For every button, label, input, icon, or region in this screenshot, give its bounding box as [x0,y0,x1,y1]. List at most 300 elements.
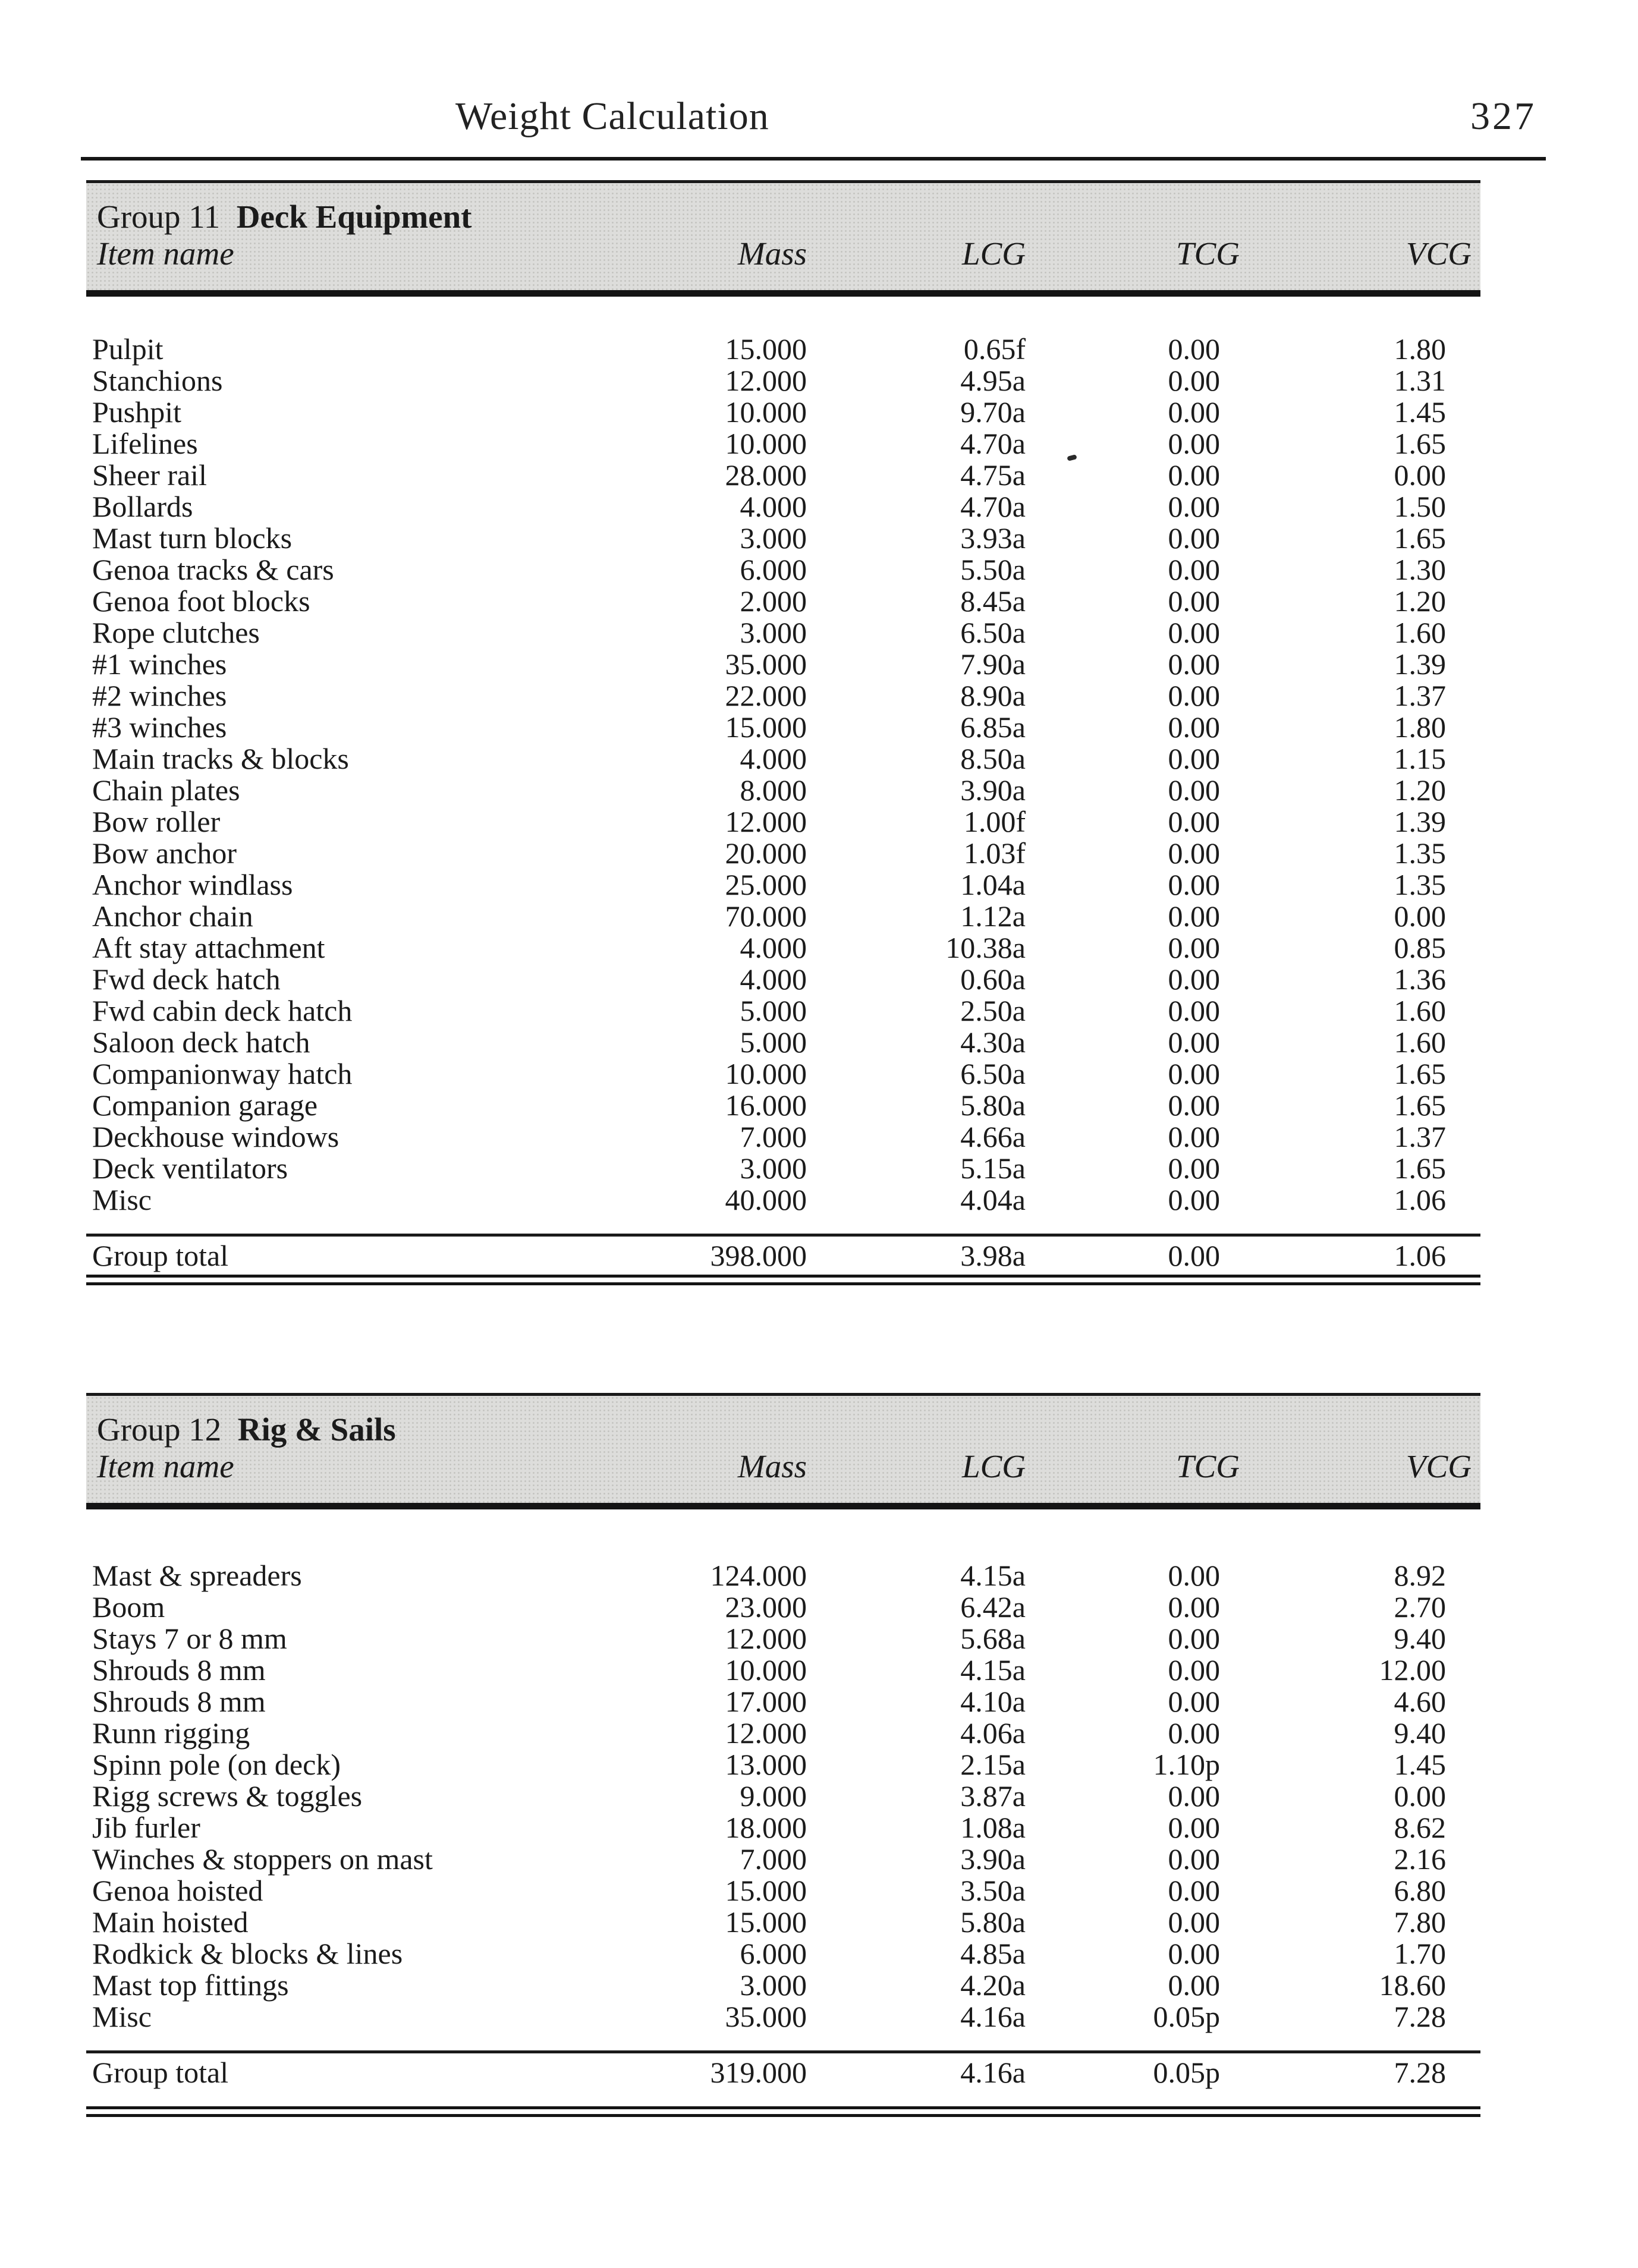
cell-mass: 6.000 [740,1937,807,1970]
cell-vcg: 0.00 [1394,458,1446,492]
table-row [86,1812,1480,1844]
cell-lcg: 4.15a [960,1559,1026,1592]
cell-mass: 15.000 [725,332,807,366]
cell-name: Rope clutches [92,616,260,649]
cell-tcg: 0.00 [1168,1842,1220,1876]
cell-vcg: 8.92 [1394,1559,1446,1592]
cell-lcg: 4.16a [960,2000,1026,2033]
cell-lcg: 8.45a [960,584,1026,618]
cell-name: Anchor chain [92,899,253,933]
cell-tcg: 0.00 [1168,427,1220,460]
cell-tcg: 0.00 [1168,868,1220,901]
cell-mass: 12.000 [725,364,807,397]
cell-tcg: 0.00 [1168,962,1220,996]
cell-vcg: 12.00 [1379,1653,1446,1687]
cell-vcg: 1.20 [1394,584,1446,618]
group-name: Rig & Sails [237,1411,396,1448]
cell-tcg: 0.00 [1168,1089,1220,1122]
col-header-vcg: VCG [1406,235,1472,272]
cell-name: Bollards [92,490,193,523]
cell-name: Shrouds 8 mm [92,1685,266,1718]
cell-tcg: 0.00 [1168,1779,1220,1813]
total-tcg: 0.05p [1153,2056,1220,2089]
cell-vcg: 1.35 [1394,836,1446,870]
cell-vcg: 8.62 [1394,1811,1446,1844]
col-header-vcg: VCG [1406,1448,1472,1484]
total-lcg: 4.16a [960,2056,1026,2089]
cell-mass: 22.000 [725,679,807,712]
cell-tcg: 0.00 [1168,742,1220,775]
cell-lcg: 4.95a [960,364,1026,397]
table-header-border [86,290,1480,297]
cell-vcg: 1.31 [1394,364,1446,397]
table-row [86,554,1480,586]
total-bottom-double-rule [86,2106,1480,2117]
cell-mass: 17.000 [725,1685,807,1718]
cell-tcg: 0.00 [1168,490,1220,523]
col-header-item-name: Item name [97,1448,234,1484]
cell-lcg: 2.50a [960,994,1026,1027]
cell-mass: 7.000 [740,1120,807,1153]
cell-tcg: 0.00 [1168,1183,1220,1216]
total-mass: 398.000 [710,1239,807,1272]
cell-mass: 10.000 [725,427,807,460]
cell-name: Genoa tracks & cars [92,553,334,586]
cell-vcg: 1.06 [1394,1183,1446,1216]
cell-vcg: 1.39 [1394,805,1446,838]
cell-lcg: 6.85a [960,710,1026,744]
table-row [86,838,1480,869]
col-header-item-name: Item name [97,235,234,272]
cell-name: Companionway hatch [92,1057,353,1090]
cell-lcg: 1.03f [963,836,1026,870]
cell-mass: 4.000 [740,931,807,964]
cell-mass: 8.000 [740,773,807,807]
cell-tcg: 0.00 [1168,1057,1220,1090]
table-row [86,1027,1480,1058]
col-header-tcg: TCG [1176,1448,1240,1484]
cell-lcg: 6.42a [960,1590,1026,1624]
cell-name: Spinn pole (on deck) [92,1748,341,1781]
cell-lcg: 3.90a [960,773,1026,807]
cell-tcg: 0.00 [1168,458,1220,492]
cell-mass: 4.000 [740,742,807,775]
cell-tcg: 0.00 [1168,994,1220,1027]
cell-tcg: 0.00 [1168,1874,1220,1907]
header-rule [81,157,1546,161]
cell-lcg: 4.15a [960,1653,1026,1687]
cell-vcg: 1.80 [1394,710,1446,744]
cell-mass: 15.000 [725,710,807,744]
cell-mass: 5.000 [740,1026,807,1059]
table-row [86,460,1480,491]
cell-lcg: 4.85a [960,1937,1026,1970]
cell-name: #2 winches [92,679,227,712]
group-name: Deck Equipment [236,199,472,235]
cell-vcg: 7.28 [1394,2000,1446,2033]
cell-vcg: 1.65 [1394,1152,1446,1185]
cell-mass: 70.000 [725,899,807,933]
table-row [86,1654,1480,1686]
cell-name: #1 winches [92,647,227,681]
cell-mass: 10.000 [725,395,807,429]
cell-lcg: 8.90a [960,679,1026,712]
cell-mass: 12.000 [725,805,807,838]
cell-vcg: 1.36 [1394,962,1446,996]
cell-name: Bow roller [92,805,221,838]
cell-tcg: 0.00 [1168,1937,1220,1970]
cell-tcg: 0.05p [1153,2000,1220,2033]
cell-lcg: 7.90a [960,647,1026,681]
table-row [86,1153,1480,1184]
cell-tcg: 0.00 [1168,553,1220,586]
table-row [86,680,1480,712]
cell-mass: 15.000 [725,1905,807,1939]
cell-name: Sheer rail [92,458,207,492]
cell-mass: 6.000 [740,553,807,586]
cell-name: Jib furler [92,1811,200,1844]
cell-vcg: 1.65 [1394,1057,1446,1090]
table-row [86,964,1480,995]
cell-lcg: 9.70a [960,395,1026,429]
cell-mass: 13.000 [725,1748,807,1781]
cell-mass: 5.000 [740,994,807,1027]
group-title [86,199,1480,235]
page-number: 327 [1470,95,1536,138]
cell-vcg: 1.39 [1394,647,1446,681]
table-row [86,2001,1480,2033]
table-row [86,397,1480,428]
table-row [86,1970,1480,2001]
table-row [86,1781,1480,1812]
table-row [86,428,1480,460]
cell-lcg: 6.50a [960,1057,1026,1090]
table-group-12 [86,1393,1480,2117]
cell-name: Saloon deck hatch [92,1026,310,1059]
spacer [221,1411,238,1448]
cell-vcg: 1.15 [1394,742,1446,775]
cell-vcg: 0.00 [1394,1779,1446,1813]
cell-vcg: 1.37 [1394,679,1446,712]
cell-name: Chain plates [92,773,240,807]
cell-name: Fwd deck hatch [92,962,281,996]
cell-vcg: 1.45 [1394,1748,1446,1781]
group-label: Group 11 [97,199,221,235]
cell-name: Mast top fittings [92,1968,289,2002]
cell-lcg: 3.90a [960,1842,1026,1876]
table-row [86,806,1480,838]
table-row [86,901,1480,932]
cell-vcg: 1.65 [1394,1089,1446,1122]
cell-vcg: 6.80 [1394,1874,1446,1907]
total-label: Group total [92,1239,229,1272]
table-row [86,932,1480,964]
cell-name: Main hoisted [92,1905,249,1939]
cell-mass: 40.000 [725,1183,807,1216]
cell-name: Deckhouse windows [92,1120,339,1153]
cell-lcg: 2.15a [960,1748,1026,1781]
cell-mass: 10.000 [725,1057,807,1090]
table-header-band [86,183,1480,290]
page-title: Weight Calculation [455,95,769,138]
table-row [86,1686,1480,1717]
cell-vcg: 1.35 [1394,868,1446,901]
cell-mass: 9.000 [740,1779,807,1813]
table-row [86,334,1480,365]
cell-lcg: 4.70a [960,490,1026,523]
table-row [86,617,1480,649]
cell-name: Genoa foot blocks [92,584,310,618]
cell-tcg: 0.00 [1168,1905,1220,1939]
table-row [86,1623,1480,1654]
cell-tcg: 0.00 [1168,1590,1220,1624]
cell-mass: 3.000 [740,521,807,555]
cell-lcg: 10.38a [945,931,1026,964]
table-row [86,1121,1480,1153]
cell-vcg: 1.80 [1394,332,1446,366]
table-header-band [86,1396,1480,1503]
col-header-mass: Mass [737,1448,807,1484]
total-bottom-double-rule [86,1275,1480,1285]
table-row [86,995,1480,1027]
table-group-11 [86,180,1480,1285]
table-row [86,1184,1480,1216]
cell-lcg: 4.70a [960,427,1026,460]
table-header-border [86,1503,1480,1509]
cell-tcg: 0.00 [1168,1622,1220,1655]
cell-tcg: 0.00 [1168,931,1220,964]
table-row [86,586,1480,617]
cell-vcg: 1.65 [1394,521,1446,555]
cell-mass: 20.000 [725,836,807,870]
total-label: Group total [92,2056,229,2089]
cell-name: Rigg screws & toggles [92,1779,363,1813]
table-rows [86,297,1480,1216]
cell-lcg: 1.12a [960,899,1026,933]
cell-tcg: 0.00 [1168,584,1220,618]
cell-mass: 4.000 [740,490,807,523]
cell-mass: 23.000 [725,1590,807,1624]
col-header-mass: Mass [737,235,807,272]
cell-vcg: 1.60 [1394,616,1446,649]
cell-tcg: 0.00 [1168,521,1220,555]
cell-tcg: 0.00 [1168,1685,1220,1718]
cell-name: Main tracks & blocks [92,742,349,775]
cell-vcg: 9.40 [1394,1716,1446,1750]
cell-lcg: 4.06a [960,1716,1026,1750]
cell-name: Fwd cabin deck hatch [92,994,353,1027]
cell-tcg: 0.00 [1168,805,1220,838]
cell-tcg: 0.00 [1168,899,1220,933]
group-total-row [86,1237,1480,1275]
cell-name: Bow anchor [92,836,237,870]
cell-lcg: 1.00f [963,805,1026,838]
cell-name: Aft stay attachment [92,931,325,964]
cell-tcg: 0.00 [1168,679,1220,712]
table-row [86,523,1480,554]
cell-mass: 7.000 [740,1842,807,1876]
spacer [220,199,237,235]
cell-tcg: 0.00 [1168,1559,1220,1592]
cell-lcg: 5.15a [960,1152,1026,1185]
cell-vcg: 7.80 [1394,1905,1446,1939]
cell-mass: 25.000 [725,868,807,901]
cell-mass: 4.000 [740,962,807,996]
cell-tcg: 0.00 [1168,1120,1220,1153]
table-row [86,649,1480,680]
table-row [86,1938,1480,1970]
table-row [86,1560,1480,1591]
cell-mass: 3.000 [740,616,807,649]
cell-tcg: 0.00 [1168,710,1220,744]
table-row [86,743,1480,775]
table-row [86,1907,1480,1938]
cell-name: Pulpit [92,332,164,366]
cell-name: Misc [92,2000,152,2033]
cell-lcg: 0.60a [960,962,1026,996]
cell-lcg: 5.80a [960,1089,1026,1122]
col-header-lcg: LCG [962,235,1026,272]
total-tcg: 0.00 [1168,1239,1220,1272]
cell-name: Anchor windlass [92,868,293,901]
cell-mass: 3.000 [740,1152,807,1185]
cell-name: Stays 7 or 8 mm [92,1622,287,1655]
table-row [86,1749,1480,1781]
cell-mass: 3.000 [740,1968,807,2002]
cell-vcg: 1.45 [1394,395,1446,429]
cell-lcg: 5.50a [960,553,1026,586]
cell-lcg: 6.50a [960,616,1026,649]
cell-tcg: 0.00 [1168,1026,1220,1059]
col-header-tcg: TCG [1176,235,1240,272]
cell-name: Winches & stoppers on mast [92,1842,433,1876]
cell-vcg: 1.70 [1394,1937,1446,1970]
cell-vcg: 4.60 [1394,1685,1446,1718]
cell-lcg: 4.20a [960,1968,1026,2002]
cell-name: Deck ventilators [92,1152,288,1185]
cell-name: Genoa hoisted [92,1874,263,1907]
cell-lcg: 4.04a [960,1183,1026,1216]
cell-mass: 28.000 [725,458,807,492]
cell-name: Boom [92,1590,165,1624]
cell-lcg: 4.30a [960,1026,1026,1059]
cell-tcg: 0.00 [1168,616,1220,649]
cell-name: Pushpit [92,395,182,429]
cell-mass: 35.000 [725,647,807,681]
cell-lcg: 1.04a [960,868,1026,901]
cell-mass: 16.000 [725,1089,807,1122]
cell-name: Runn rigging [92,1716,250,1750]
cell-vcg: 9.40 [1394,1622,1446,1655]
cell-mass: 12.000 [725,1622,807,1655]
cell-vcg: 0.00 [1394,899,1446,933]
table-row [86,869,1480,901]
cell-vcg: 1.37 [1394,1120,1446,1153]
group-title [86,1411,1480,1448]
cell-lcg: 5.80a [960,1905,1026,1939]
cell-vcg: 1.60 [1394,994,1446,1027]
table-row [86,1058,1480,1090]
cell-vcg: 1.20 [1394,773,1446,807]
table-row [86,775,1480,806]
cell-tcg: 1.10p [1153,1748,1220,1781]
cell-tcg: 0.00 [1168,1152,1220,1185]
total-vcg: 7.28 [1394,2056,1446,2089]
cell-name: Misc [92,1183,152,1216]
table-row [86,1090,1480,1121]
total-mass: 319.000 [710,2056,807,2089]
cell-vcg: 1.65 [1394,427,1446,460]
cell-name: Shrouds 8 mm [92,1653,266,1687]
col-header-lcg: LCG [962,1448,1026,1484]
table-row [86,1875,1480,1907]
cell-mass: 12.000 [725,1716,807,1750]
cell-vcg: 2.16 [1394,1842,1446,1876]
table-row [86,1591,1480,1623]
cell-name: Mast turn blocks [92,521,293,555]
cell-mass: 10.000 [725,1653,807,1687]
total-vcg: 1.06 [1394,1239,1446,1272]
cell-tcg: 0.00 [1168,1653,1220,1687]
cell-tcg: 0.00 [1168,395,1220,429]
cell-lcg: 4.10a [960,1685,1026,1718]
cell-lcg: 3.93a [960,521,1026,555]
cell-name: Companion garage [92,1089,318,1122]
cell-vcg: 1.50 [1394,490,1446,523]
table-row [86,1844,1480,1875]
cell-vcg: 1.30 [1394,553,1446,586]
cell-lcg: 3.50a [960,1874,1026,1907]
cell-vcg: 18.60 [1379,1968,1446,2002]
cell-mass: 124.000 [710,1559,807,1592]
column-header-row [86,1448,1480,1485]
cell-vcg: 1.60 [1394,1026,1446,1059]
cell-lcg: 4.66a [960,1120,1026,1153]
cell-mass: 35.000 [725,2000,807,2033]
cell-lcg: 5.68a [960,1622,1026,1655]
cell-tcg: 0.00 [1168,1811,1220,1844]
cell-tcg: 0.00 [1168,647,1220,681]
total-lcg: 3.98a [960,1239,1026,1272]
cell-tcg: 0.00 [1168,1716,1220,1750]
cell-mass: 2.000 [740,584,807,618]
cell-tcg: 0.00 [1168,836,1220,870]
table-row [86,1717,1480,1749]
cell-name: #3 winches [92,710,227,744]
cell-lcg: 8.50a [960,742,1026,775]
table-row [86,712,1480,743]
cell-name: Stanchions [92,364,223,397]
cell-tcg: 0.00 [1168,1968,1220,2002]
cell-name: Mast & spreaders [92,1559,302,1592]
cell-lcg: 4.75a [960,458,1026,492]
cell-tcg: 0.00 [1168,332,1220,366]
cell-vcg: 2.70 [1394,1590,1446,1624]
cell-lcg: 0.65f [963,332,1026,366]
cell-tcg: 0.00 [1168,364,1220,397]
cell-mass: 18.000 [725,1811,807,1844]
table-row [86,365,1480,397]
column-header-row [86,235,1480,272]
cell-name: Rodkick & blocks & lines [92,1937,403,1970]
cell-tcg: 0.00 [1168,773,1220,807]
cell-name: Lifelines [92,427,198,460]
group-label: Group 12 [97,1411,222,1448]
table-rows [86,1509,1480,2033]
cell-lcg: 3.87a [960,1779,1026,1813]
cell-vcg: 0.85 [1394,931,1446,964]
table-row [86,491,1480,523]
